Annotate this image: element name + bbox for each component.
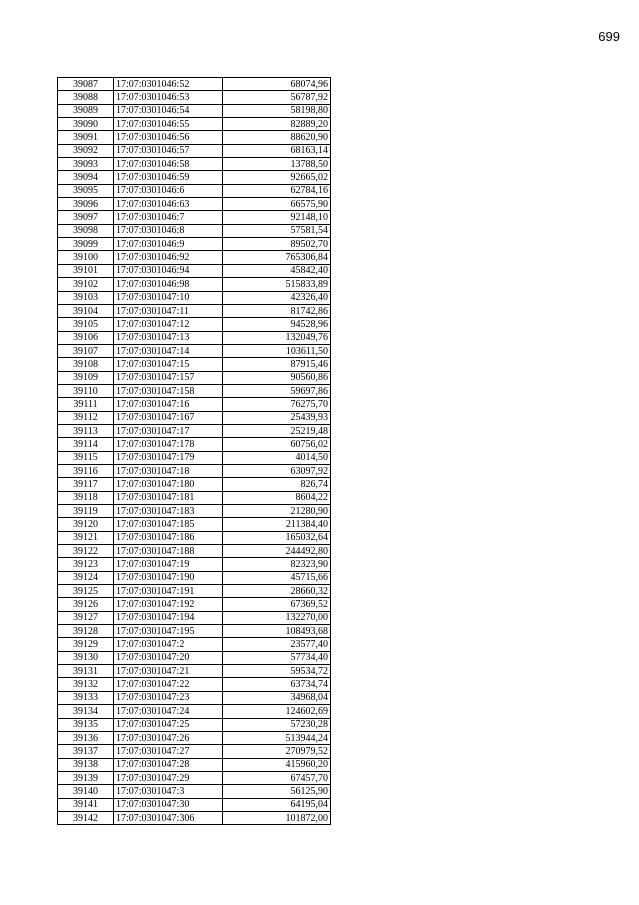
cadastral-value: 25439,93	[223, 411, 331, 424]
table-row	[58, 571, 331, 584]
table-row	[58, 705, 331, 718]
cadastral-value: 4014,50	[223, 451, 331, 464]
cadastral-number: 17:07:0301046:9	[114, 238, 223, 251]
cadastral-value: 826,74	[223, 478, 331, 491]
cadastral-number: 17:07:0301047:29	[114, 771, 223, 784]
row-number: 39091	[58, 131, 114, 144]
table-row	[58, 184, 331, 197]
cadastral-number: 17:07:0301047:178	[114, 438, 223, 451]
cadastral-number: 17:07:0301047:17	[114, 424, 223, 437]
cadastral-number: 17:07:0301046:56	[114, 131, 223, 144]
cadastral-value: 92148,10	[223, 211, 331, 224]
cadastral-number: 17:07:0301046:57	[114, 144, 223, 157]
cadastral-value-table	[57, 77, 331, 825]
row-number: 39124	[58, 571, 114, 584]
table-row	[58, 291, 331, 304]
cadastral-number: 17:07:0301047:24	[114, 705, 223, 718]
table-row	[58, 358, 331, 371]
cadastral-number: 17:07:0301047:191	[114, 585, 223, 598]
cadastral-value: 56125,90	[223, 785, 331, 798]
row-number: 39114	[58, 438, 114, 451]
row-number: 39132	[58, 678, 114, 691]
cadastral-value: 59534,72	[223, 665, 331, 678]
row-number: 39109	[58, 371, 114, 384]
table-row	[58, 238, 331, 251]
table-row	[58, 785, 331, 798]
table-row	[58, 158, 331, 171]
table-row	[58, 144, 331, 157]
cadastral-value: 90560,86	[223, 371, 331, 384]
cadastral-number: 17:07:0301047:15	[114, 358, 223, 371]
table-row	[58, 531, 331, 544]
row-number: 39127	[58, 611, 114, 624]
page-number: 699	[598, 29, 620, 44]
cadastral-number: 17:07:0301047:194	[114, 611, 223, 624]
row-number: 39125	[58, 585, 114, 598]
cadastral-value: 270979,52	[223, 745, 331, 758]
table-row	[58, 131, 331, 144]
table-row	[58, 318, 331, 331]
table-row	[58, 665, 331, 678]
cadastral-number: 17:07:0301046:52	[114, 78, 223, 91]
table-row	[58, 625, 331, 638]
row-number: 39089	[58, 104, 114, 117]
cadastral-number: 17:07:0301047:158	[114, 384, 223, 397]
table-row	[58, 424, 331, 437]
cadastral-value: 13788,50	[223, 158, 331, 171]
cadastral-number: 17:07:0301046:58	[114, 158, 223, 171]
table-row	[58, 731, 331, 744]
cadastral-value: 67369,52	[223, 598, 331, 611]
cadastral-value: 23577,40	[223, 638, 331, 651]
cadastral-value: 87915,46	[223, 358, 331, 371]
cadastral-value: 59697,86	[223, 384, 331, 397]
table-row	[58, 411, 331, 424]
row-number: 39123	[58, 558, 114, 571]
table-row	[58, 224, 331, 237]
cadastral-value: 82323,90	[223, 558, 331, 571]
cadastral-value: 45715,66	[223, 571, 331, 584]
row-number: 39094	[58, 171, 114, 184]
cadastral-value: 67457,70	[223, 771, 331, 784]
row-number: 39138	[58, 758, 114, 771]
row-number: 39105	[58, 318, 114, 331]
row-number: 39113	[58, 424, 114, 437]
row-number: 39130	[58, 651, 114, 664]
row-number: 39087	[58, 78, 114, 91]
cadastral-number: 17:07:0301046:8	[114, 224, 223, 237]
cadastral-value: 82889,20	[223, 118, 331, 131]
table-row	[58, 611, 331, 624]
table-row	[58, 491, 331, 504]
cadastral-number: 17:07:0301047:190	[114, 571, 223, 584]
table-row	[58, 371, 331, 384]
cadastral-number: 17:07:0301047:23	[114, 691, 223, 704]
table-row	[58, 91, 331, 104]
row-number: 39133	[58, 691, 114, 704]
table-row	[58, 745, 331, 758]
cadastral-value: 58198,80	[223, 104, 331, 117]
table-row	[58, 264, 331, 277]
row-number: 39111	[58, 398, 114, 411]
cadastral-number: 17:07:0301047:181	[114, 491, 223, 504]
cadastral-number: 17:07:0301047:11	[114, 304, 223, 317]
row-number: 39116	[58, 464, 114, 477]
row-number: 39096	[58, 198, 114, 211]
cadastral-value: 57230,28	[223, 718, 331, 731]
cadastral-value: 28660,32	[223, 585, 331, 598]
row-number: 39115	[58, 451, 114, 464]
table-row	[58, 398, 331, 411]
cadastral-number: 17:07:0301047:157	[114, 371, 223, 384]
row-number: 39099	[58, 238, 114, 251]
cadastral-number: 17:07:0301046:55	[114, 118, 223, 131]
table-row	[58, 198, 331, 211]
cadastral-number: 17:07:0301047:188	[114, 545, 223, 558]
cadastral-number: 17:07:0301047:12	[114, 318, 223, 331]
cadastral-number: 17:07:0301047:183	[114, 505, 223, 518]
row-number: 39136	[58, 731, 114, 744]
cadastral-number: 17:07:0301047:2	[114, 638, 223, 651]
cadastral-number: 17:07:0301046:98	[114, 278, 223, 291]
table-row	[58, 464, 331, 477]
table-row	[58, 638, 331, 651]
row-number: 39108	[58, 358, 114, 371]
cadastral-number: 17:07:0301047:306	[114, 811, 223, 824]
cadastral-number: 17:07:0301047:167	[114, 411, 223, 424]
cadastral-value: 513944,24	[223, 731, 331, 744]
cadastral-value: 21280,90	[223, 505, 331, 518]
row-number: 39126	[58, 598, 114, 611]
cadastral-number: 17:07:0301047:185	[114, 518, 223, 531]
table-row	[58, 478, 331, 491]
cadastral-number: 17:07:0301046:94	[114, 264, 223, 277]
table-row	[58, 518, 331, 531]
cadastral-value: 63734,74	[223, 678, 331, 691]
cadastral-number: 17:07:0301047:20	[114, 651, 223, 664]
cadastral-number: 17:07:0301046:6	[114, 184, 223, 197]
table-row	[58, 251, 331, 264]
cadastral-number: 17:07:0301047:195	[114, 625, 223, 638]
row-number: 39102	[58, 278, 114, 291]
cadastral-number: 17:07:0301047:14	[114, 344, 223, 357]
table-row	[58, 678, 331, 691]
cadastral-number: 17:07:0301047:179	[114, 451, 223, 464]
table-body	[58, 78, 331, 825]
table-row	[58, 304, 331, 317]
cadastral-value: 124602,69	[223, 705, 331, 718]
table-row	[58, 171, 331, 184]
row-number: 39119	[58, 505, 114, 518]
cadastral-number: 17:07:0301046:92	[114, 251, 223, 264]
table-row	[58, 278, 331, 291]
row-number: 39117	[58, 478, 114, 491]
table-row	[58, 104, 331, 117]
cadastral-value: 63097,92	[223, 464, 331, 477]
table-row	[58, 344, 331, 357]
cadastral-value: 34968,04	[223, 691, 331, 704]
row-number: 39140	[58, 785, 114, 798]
row-number: 39092	[58, 144, 114, 157]
table-row	[58, 78, 331, 91]
row-number: 39118	[58, 491, 114, 504]
cadastral-value: 94528,96	[223, 318, 331, 331]
table-row	[58, 598, 331, 611]
cadastral-value: 68074,96	[223, 78, 331, 91]
cadastral-value: 76275,70	[223, 398, 331, 411]
row-number: 39110	[58, 384, 114, 397]
cadastral-value: 132049,76	[223, 331, 331, 344]
cadastral-number: 17:07:0301047:186	[114, 531, 223, 544]
row-number: 39141	[58, 798, 114, 811]
row-number: 39134	[58, 705, 114, 718]
cadastral-value: 765306,84	[223, 251, 331, 264]
row-number: 39128	[58, 625, 114, 638]
row-number: 39142	[58, 811, 114, 824]
cadastral-value: 25219,48	[223, 424, 331, 437]
row-number: 39135	[58, 718, 114, 731]
cadastral-number: 17:07:0301046:54	[114, 104, 223, 117]
row-number: 39104	[58, 304, 114, 317]
cadastral-number: 17:07:0301047:25	[114, 718, 223, 731]
cadastral-value: 211384,40	[223, 518, 331, 531]
row-number: 39098	[58, 224, 114, 237]
cadastral-number: 17:07:0301047:10	[114, 291, 223, 304]
row-number: 39129	[58, 638, 114, 651]
cadastral-value: 515833,89	[223, 278, 331, 291]
cadastral-value: 57734,40	[223, 651, 331, 664]
cadastral-value: 64195,04	[223, 798, 331, 811]
table-row	[58, 438, 331, 451]
row-number: 39122	[58, 545, 114, 558]
cadastral-number: 17:07:0301047:30	[114, 798, 223, 811]
table-row	[58, 691, 331, 704]
cadastral-value: 103611,50	[223, 344, 331, 357]
cadastral-value: 415960,20	[223, 758, 331, 771]
cadastral-number: 17:07:0301047:27	[114, 745, 223, 758]
table-row	[58, 811, 331, 824]
table-row	[58, 558, 331, 571]
row-number: 39095	[58, 184, 114, 197]
row-number: 39137	[58, 745, 114, 758]
cadastral-value: 88620,90	[223, 131, 331, 144]
table-row	[58, 798, 331, 811]
table-row	[58, 331, 331, 344]
cadastral-number: 17:07:0301047:13	[114, 331, 223, 344]
row-number: 39101	[58, 264, 114, 277]
table-row	[58, 451, 331, 464]
cadastral-value: 45842,40	[223, 264, 331, 277]
cadastral-value: 60756,02	[223, 438, 331, 451]
table-row	[58, 758, 331, 771]
cadastral-number: 17:07:0301046:59	[114, 171, 223, 184]
row-number: 39121	[58, 531, 114, 544]
cadastral-value: 68163,14	[223, 144, 331, 157]
cadastral-number: 17:07:0301046:63	[114, 198, 223, 211]
cadastral-value: 165032,64	[223, 531, 331, 544]
table-row	[58, 384, 331, 397]
cadastral-number: 17:07:0301047:22	[114, 678, 223, 691]
cadastral-value: 8604,22	[223, 491, 331, 504]
row-number: 39106	[58, 331, 114, 344]
row-number: 39090	[58, 118, 114, 131]
table-row	[58, 505, 331, 518]
cadastral-number: 17:07:0301046:53	[114, 91, 223, 104]
cadastral-number: 17:07:0301047:19	[114, 558, 223, 571]
cadastral-number: 17:07:0301047:180	[114, 478, 223, 491]
row-number: 39093	[58, 158, 114, 171]
row-number: 39103	[58, 291, 114, 304]
row-number: 39139	[58, 771, 114, 784]
table-row	[58, 211, 331, 224]
cadastral-value: 62784,16	[223, 184, 331, 197]
table-row	[58, 718, 331, 731]
cadastral-value: 57581,54	[223, 224, 331, 237]
row-number: 39100	[58, 251, 114, 264]
cadastral-value: 108493,68	[223, 625, 331, 638]
cadastral-value: 244492,80	[223, 545, 331, 558]
row-number: 39097	[58, 211, 114, 224]
row-number: 39107	[58, 344, 114, 357]
cadastral-value: 101872,00	[223, 811, 331, 824]
cadastral-number: 17:07:0301047:28	[114, 758, 223, 771]
cadastral-number: 17:07:0301047:18	[114, 464, 223, 477]
cadastral-number: 17:07:0301047:3	[114, 785, 223, 798]
cadastral-number: 17:07:0301047:192	[114, 598, 223, 611]
cadastral-value: 132270,00	[223, 611, 331, 624]
table-row	[58, 545, 331, 558]
row-number: 39120	[58, 518, 114, 531]
table-row	[58, 585, 331, 598]
cadastral-value: 42326,40	[223, 291, 331, 304]
cadastral-value: 92665,02	[223, 171, 331, 184]
row-number: 39112	[58, 411, 114, 424]
table-row	[58, 118, 331, 131]
cadastral-value: 66575,90	[223, 198, 331, 211]
cadastral-value: 81742,86	[223, 304, 331, 317]
cadastral-value: 89502,70	[223, 238, 331, 251]
cadastral-number: 17:07:0301047:26	[114, 731, 223, 744]
row-number: 39088	[58, 91, 114, 104]
row-number: 39131	[58, 665, 114, 678]
cadastral-number: 17:07:0301047:21	[114, 665, 223, 678]
cadastral-value: 56787,92	[223, 91, 331, 104]
table-row	[58, 651, 331, 664]
cadastral-number: 17:07:0301047:16	[114, 398, 223, 411]
table-row	[58, 771, 331, 784]
cadastral-number: 17:07:0301046:7	[114, 211, 223, 224]
